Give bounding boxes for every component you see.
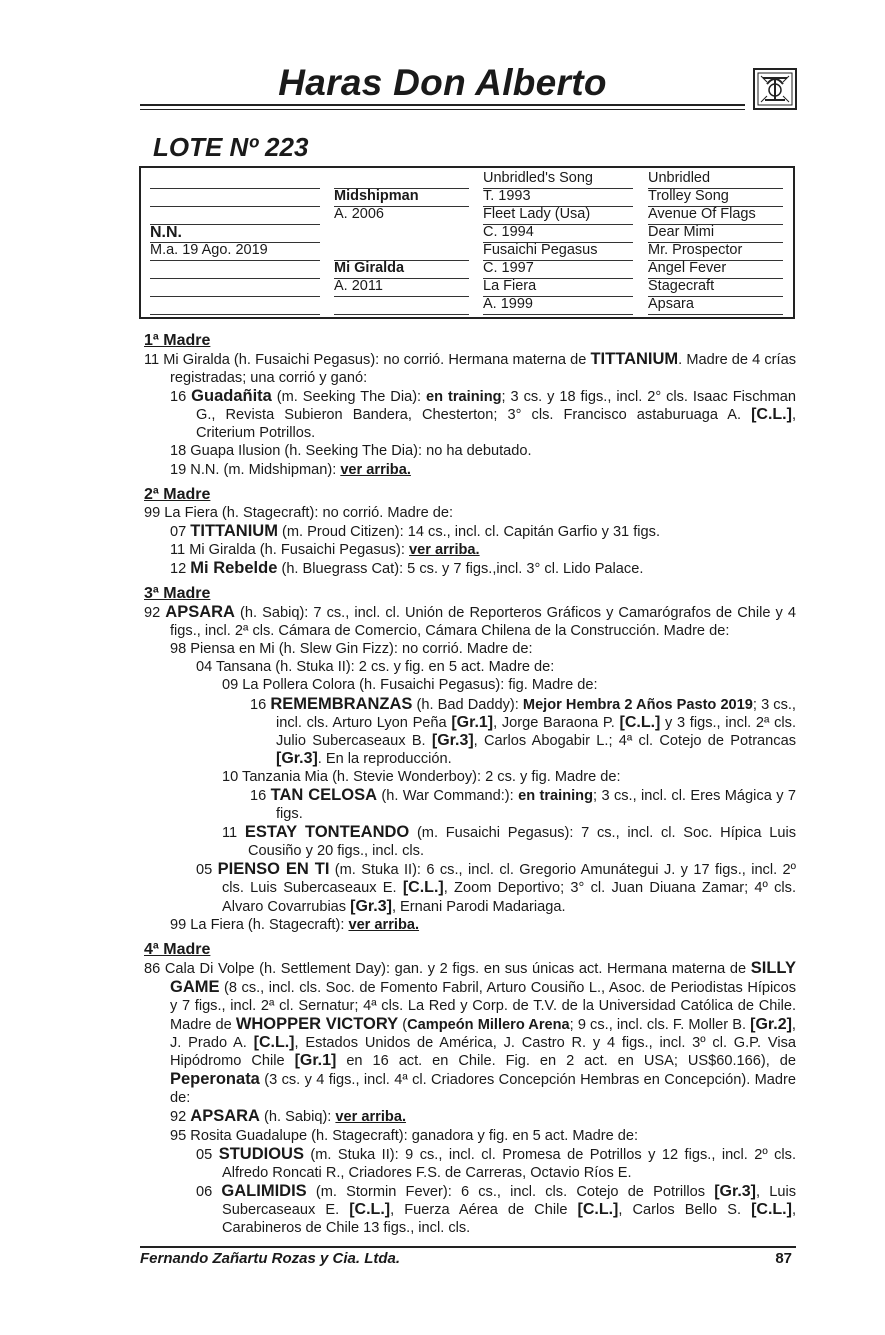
page-number: 87 [775, 1250, 792, 1267]
header-rule-thin [140, 109, 745, 110]
section-second-dam [144, 485, 796, 578]
pedigree-ancestor: Stagecraft [648, 278, 783, 297]
entry: 09 La Pollera Colora (h. Fusaichi Pegasus): fig. Madre de: [222, 677, 598, 694]
ver-arriba-link: ver arriba. [409, 541, 480, 558]
pedigree-foal-name: N.N. [150, 224, 320, 243]
footer-rule [140, 1246, 796, 1248]
entry: 12 Mi Rebelde (h. Bluegrass Cat): 5 cs. y 7 figs.,incl. 3° cl. Lido Palace. [170, 558, 644, 577]
section-first-dam [144, 331, 796, 479]
pedigree-blank [150, 260, 320, 279]
entry: 07 TITTANIUM (m. Proud Citizen): 14 cs., incl. cl. Capitán Garfio y 31 figs. [170, 521, 660, 540]
pedigree-ancestor: Unbridled [648, 170, 783, 189]
pedigree-blank [334, 224, 469, 242]
pedigree-blank [150, 278, 320, 297]
pedigree-blank [150, 296, 320, 315]
entry: 92 APSARA (h. Sabiq): ver arriba. [170, 1107, 407, 1126]
produce-record [144, 327, 796, 1237]
pedigree-ancestor: Mr. Prospector [648, 242, 783, 261]
pedigree-damsire-info: C. 1997 [483, 260, 633, 279]
entry: 16 TAN CELOSA (h. War Command:): en training; 3 cs., incl. cl. Eres Mágica y 7 figs. [250, 785, 797, 823]
page-header [140, 62, 797, 112]
entry: 16 REMEMBRANZAS (h. Bad Daddy): Mejor Hembra 2 Años Pasto 2019; 3 cs., incl. cls. Arturo Lyon Peña [Gr.1], Jorge Baraona P. [C.L.] y 3 figs., incl. 2ª cls. Julio Subercaseaux B. [Gr.3], Carlos Abogabir L.; 4ª cl. Cotejo de Potrancas [Gr.3]. En la reproducción. [250, 694, 796, 767]
section-fourth-dam [144, 940, 796, 1237]
entry: 95 Rosita Guadalupe (h. Stagecraft): ganadora y fig. en 5 act. Madre de: [170, 1127, 639, 1144]
pedigree-grandsire-info: T. 1993 [483, 188, 633, 207]
pedigree-ancestor: Dear Mimi [648, 224, 783, 243]
pedigree-dam: Mi Giralda [334, 260, 469, 279]
pedigree-granddam: Fleet Lady (Usa) [483, 206, 633, 225]
pedigree-sire: Midshipman [334, 188, 469, 207]
pedigree-grandsire: Unbridled's Song [483, 170, 633, 189]
pedigree-blank [334, 242, 469, 261]
ver-arriba-link: ver arriba. [335, 1109, 407, 1126]
pedigree-blank [150, 206, 320, 225]
entry: 11 Mi Giralda (h. Fusaichi Pegasus): ver arriba. [170, 541, 480, 558]
lote-number: LOTE Nº 223 [153, 132, 309, 162]
section-third-dam [144, 584, 796, 934]
entry: 98 Piensa en Mi (h. Slew Gin Fizz): no corrió. Madre de: [170, 641, 533, 658]
section-title: 4ª Madre [144, 940, 211, 958]
entry: 99 La Fiera (h. Stagecraft): ver arriba. [170, 916, 420, 933]
pedigree-sire-info: A. 2006 [334, 206, 384, 222]
pedigree-blank [334, 170, 469, 189]
section-title: 1ª Madre [144, 332, 211, 349]
pedigree-dam-info: A. 2011 [334, 278, 469, 297]
entry: 11 Mi Giralda (h. Fusaichi Pegasus): no corrió. Hermana materna de TITTANIUM. Madre de 4 crías registradas; una corrió y ganó: [144, 350, 796, 387]
section-title: 2ª Madre [144, 485, 211, 503]
section-title: 3ª Madre [144, 585, 211, 603]
entry: 16 Guadañita (m. Seeking The Dia): en training; 3 cs. y 18 figs., incl. 2° cls. Isaac Fischman G., Revista Subieron Bandera, Chesterton; 3° cls. Francisco astaburuaga A. [C.L.], Criterium Potrillos. [170, 387, 796, 442]
pedigree-blank [150, 188, 320, 207]
haras-logo-icon [753, 68, 797, 110]
pedigree-blank [150, 170, 320, 189]
entry: 18 Guapa Ilusion (h. Seeking The Dia): no ha debutado. [170, 443, 532, 460]
entry: 19 N.N. (m. Midshipman): ver arriba. [170, 461, 411, 478]
entry: 86 Cala Di Volpe (h. Settlement Day): gan. y 2 figs. en sus únicas act. Hermana materna de SILLY GAME (8 cs., incl. cls. Soc. de Fomento Fabril, Arturo Cousiño L., Asoc. de Periodistas Hípicos y 7 figs., incl. 2ª cl. Sernatur; 4ª cls. La Red y Corp. de T.V. de la Universidad Católica de Chile. Madre de WHOPPER VICTORY (Campeón Millero Arena; 9 cs., incl. cls. F. Moller B. [Gr.2], J. Prado A. [C.L.], Estados Unidos de América, J. Castro R. y 4 figs., incl. 3º cl. G.P. Visa Hipódromo Chile [Gr.1] en 16 act. en Chile. Fig. en 2 act. en USA; US$60.166), de Peperonata (3 cs. y 4 figs., incl. 4ª cl. Criadores Concepción Hembras en Concepción). Madre de: [144, 958, 796, 1107]
footer-company: Fernando Zañartu Rozas y Cia. Ltda. [140, 1250, 401, 1267]
entry: 99 La Fiera (h. Stagecraft): no corrió. Madre de: [144, 504, 454, 521]
pedigree-second-dam-info: A. 1999 [483, 296, 633, 315]
entry: 92 APSARA (h. Sabiq): 7 cs., incl. cl. Unión de Reporteros Gráficos y Camarógrafos de Chile y 4 figs., incl. 2ª cls. Cámara de Comercio, Cámara Chilena de la Construcción. Madre de: [144, 603, 796, 640]
pedigree-ancestor: Angel Fever [648, 260, 783, 279]
pedigree-second-dam: La Fiera [483, 278, 633, 297]
pedigree-foal-birth: M.a. 19 Ago. 2019 [150, 242, 320, 261]
pedigree-blank [334, 296, 469, 315]
entry: 05 STUDIOUS (m. Stuka II): 9 cs., incl. cl. Promesa de Potrillos y 12 figs., incl. 2º cls. Alfredo Roncati R., Criadores F.S. de Carreras, Octavio Ríos E. [196, 1144, 796, 1181]
ver-arriba-link: ver arriba. [348, 916, 420, 933]
pedigree-damsire: Fusaichi Pegasus [483, 242, 633, 261]
pedigree-table [139, 166, 795, 319]
header-rule [140, 104, 745, 106]
pedigree-ancestor: Apsara [648, 296, 783, 315]
ver-arriba-link: ver arriba. [340, 461, 411, 478]
entry: 04 Tansana (h. Stuka II): 2 cs. y fig. en 5 act. Madre de: [196, 659, 555, 676]
pedigree-ancestor: Trolley Song [648, 188, 783, 207]
pedigree-granddam-info: C. 1994 [483, 224, 633, 243]
entry: 05 PIENSO EN TI (m. Stuka II): 6 cs., incl. cl. Gregorio Amunátegui J. y 17 figs., incl. 2º cls. Luis Subercaseaux E. [C.L.], Zoom Deportivo; 3° cl. Juan Diuana Zamar; 4º cls. Alvaro Covarrubias [Gr.3], Ernani Parodi Madariaga. [196, 860, 797, 915]
entry: 11 ESTAY TONTEANDO (m. Fusaichi Pegasus): 7 cs., incl. cl. Soc. Hípica Luis Cousiño y 20 figs., incl. cls. [222, 823, 796, 860]
entry: 06 GALIMIDIS (m. Stormin Fever): 6 cs., incl. cls. Cotejo de Potrillos [Gr.3], Luis Subercaseaux E. [C.L.], Fuerza Aérea de Chile [C.L.], Carlos Bello S. [C.L.], Carabineros de Chile 13 figs., incl. cls. [196, 1181, 797, 1237]
pedigree-ancestor: Avenue Of Flags [648, 206, 783, 225]
header-title: Haras Don Alberto [278, 62, 607, 103]
entry: 10 Tanzania Mia (h. Stevie Wonderboy): 2 cs. y fig. Madre de: [222, 768, 621, 785]
page-footer [140, 1246, 796, 1276]
